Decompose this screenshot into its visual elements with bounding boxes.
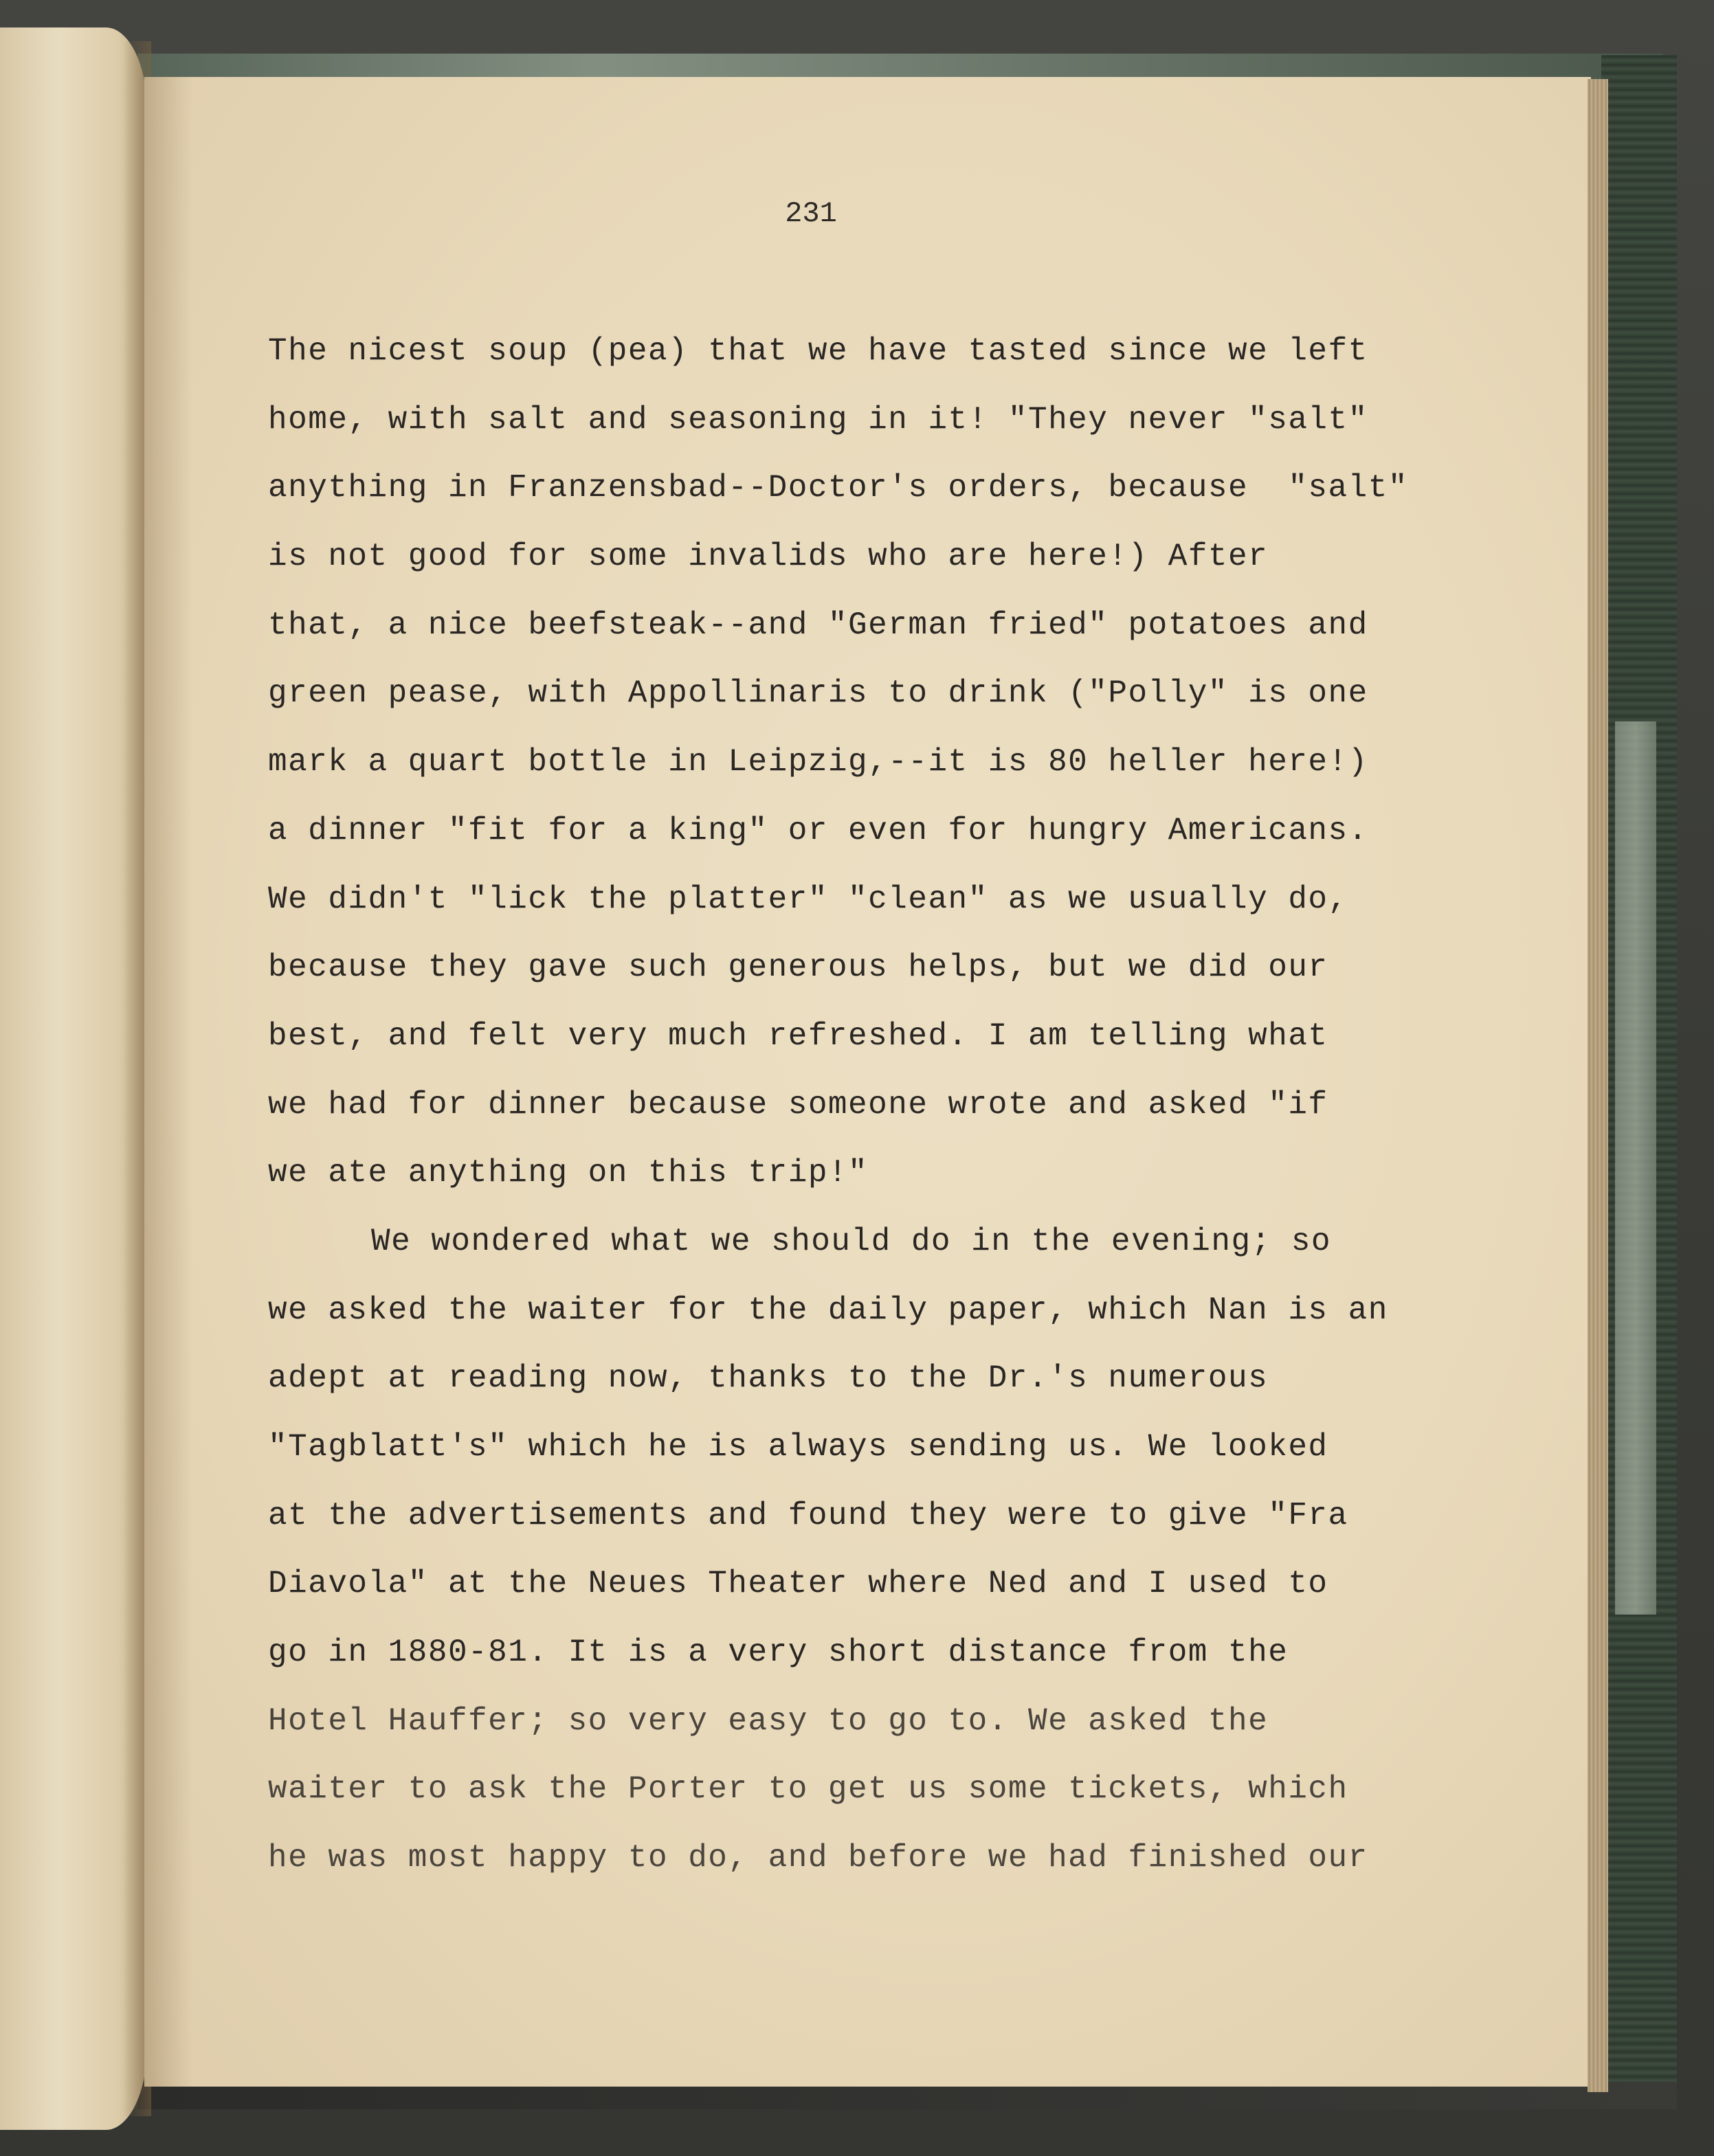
text-line: green pease, with Appollinaris to drink ("Polly" is one — [268, 675, 1368, 712]
text-line: a dinner "fit for a king" or even for hungry Americans. — [268, 812, 1368, 849]
text-line: because they gave such generous helps, but we did our — [268, 950, 1328, 986]
text-line: waiter to ask the Porter to get us some tickets, which — [268, 1771, 1348, 1808]
book-cloth-highlight — [1615, 721, 1656, 1615]
text-line: mark a quart bottle in Leipzig,--it is 80 heller here!) — [268, 744, 1368, 781]
text-line: we ate anything on this trip!" — [268, 1155, 869, 1191]
text-line: "Tagblatt's" which he is always sending us. We looked — [268, 1429, 1328, 1465]
text-line: Hotel Hauffer; so very easy to go to. We asked the — [268, 1703, 1269, 1739]
text-line: best, and felt very much refreshed. I am telling what — [268, 1018, 1328, 1054]
text-line: The nicest soup (pea) that we have tasted since we left — [268, 333, 1368, 369]
text-line: we had for dinner because someone wrote and asked "if — [268, 1086, 1328, 1123]
paragraph-first-line: We wondered what we should do in the evening; so — [371, 1223, 1332, 1259]
page-number: 231 — [785, 197, 837, 230]
text-line: anything in Franzensbad--Doctor's orders, because "salt" — [268, 470, 1408, 506]
text-line: is not good for some invalids who are here!) After — [268, 539, 1269, 575]
text-line: he was most happy to do, and before we had finished our — [268, 1840, 1368, 1876]
text-line: go in 1880-81. It is a very short distance from the — [268, 1635, 1289, 1671]
text-line: we asked the waiter for the daily paper, which Nan is an — [268, 1292, 1388, 1328]
text-line: adept at reading now, thanks to the Dr.'s numerous — [268, 1360, 1269, 1397]
text-line: Diavola" at the Neues Theater where Ned and I used to — [268, 1566, 1328, 1602]
text-line: We didn't "lick the platter" "clean" as we usually do, — [268, 881, 1348, 917]
text-line: home, with salt and seasoning in it! "They never "salt" — [268, 401, 1368, 438]
text-line: that, a nice beefsteak--and "German fried" potatoes and — [268, 607, 1368, 643]
text-line: at the advertisements and found they were to give "Fra — [268, 1497, 1348, 1534]
page-fore-edge — [1588, 79, 1608, 2092]
page-gutter-shadow — [144, 77, 192, 2087]
page-body-text — [268, 327, 1574, 1902]
